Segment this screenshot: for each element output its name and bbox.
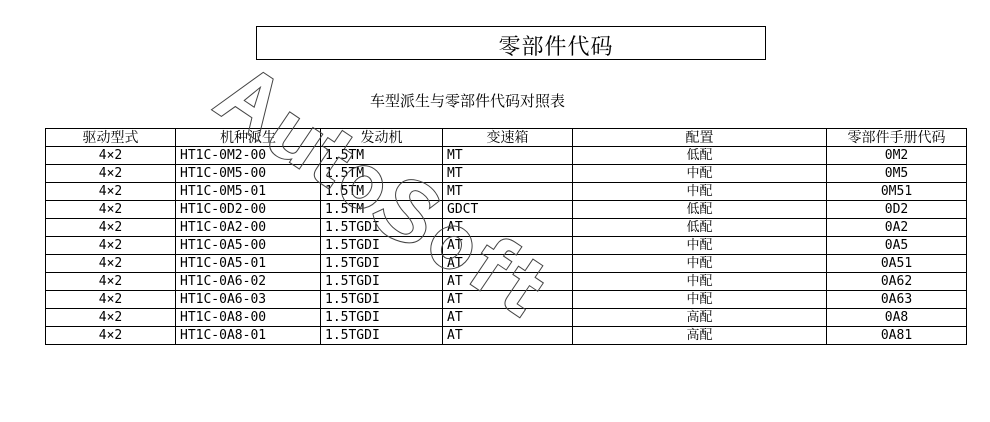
model-variant-cell: HT1C-0A8-01 [176,327,321,345]
engine-cell: 1.5TGDI [321,237,443,255]
engine-cell: 1.5TM [321,201,443,219]
configuration-cell: 中配 [573,183,827,201]
model-variant-cell: HT1C-0A6-03 [176,291,321,309]
engine-cell: 1.5TGDI [321,291,443,309]
table-subtitle: 车型派生与零部件代码对照表 [370,92,566,110]
parts-code-cell: 0D2 [827,201,967,219]
header-model-variant: 机种派生 [176,129,321,147]
engine-cell: 1.5TM [321,165,443,183]
drive-type-cell: 4×2 [46,183,176,201]
table-header-row [46,129,967,147]
transmission-cell: AT [443,273,573,291]
parts-code-cell: 0A63 [827,291,967,309]
table-row [46,255,967,273]
drive-type-cell: 4×2 [46,291,176,309]
configuration-cell: 中配 [573,273,827,291]
table-row [46,273,967,291]
parts-code-cell: 0M5 [827,165,967,183]
table-row [46,291,967,309]
engine-cell: 1.5TGDI [321,219,443,237]
table-row [46,309,967,327]
configuration-cell: 中配 [573,291,827,309]
parts-code-cell: 0M2 [827,147,967,165]
page-title: 零部件代码 [498,35,614,60]
parts-code-cell: 0A2 [827,219,967,237]
engine-cell: 1.5TGDI [321,327,443,345]
transmission-cell: AT [443,327,573,345]
parts-code-cell: 0A5 [827,237,967,255]
table-body [46,147,967,345]
header-transmission: 变速箱 [443,129,573,147]
drive-type-cell: 4×2 [46,237,176,255]
transmission-cell: GDCT [443,201,573,219]
table-row [46,183,967,201]
drive-type-cell: 4×2 [46,201,176,219]
parts-code-table [45,128,967,345]
transmission-cell: AT [443,237,573,255]
transmission-cell: MT [443,165,573,183]
parts-code-cell: 0A62 [827,273,967,291]
engine-cell: 1.5TGDI [321,273,443,291]
parts-code-cell: 0A8 [827,309,967,327]
engine-cell: 1.5TM [321,183,443,201]
configuration-cell: 中配 [573,237,827,255]
engine-cell: 1.5TGDI [321,309,443,327]
configuration-cell: 中配 [573,165,827,183]
parts-code-cell: 0A81 [827,327,967,345]
model-variant-cell: HT1C-0A5-00 [176,237,321,255]
table-row [46,147,967,165]
parts-code-cell: 0M51 [827,183,967,201]
title-box [256,26,766,60]
model-variant-cell: HT1C-0M5-00 [176,165,321,183]
configuration-cell: 低配 [573,219,827,237]
model-variant-cell: HT1C-0M2-00 [176,147,321,165]
table-row [46,237,967,255]
drive-type-cell: 4×2 [46,219,176,237]
transmission-cell: AT [443,219,573,237]
transmission-cell: MT [443,183,573,201]
table-row [46,219,967,237]
model-variant-cell: HT1C-0A8-00 [176,309,321,327]
parts-code-cell: 0A51 [827,255,967,273]
model-variant-cell: HT1C-0D2-00 [176,201,321,219]
configuration-cell: 低配 [573,201,827,219]
model-variant-cell: HT1C-0A6-02 [176,273,321,291]
model-variant-cell: HT1C-0A5-01 [176,255,321,273]
transmission-cell: MT [443,147,573,165]
header-drive-type: 驱动型式 [46,129,176,147]
drive-type-cell: 4×2 [46,327,176,345]
engine-cell: 1.5TM [321,147,443,165]
drive-type-cell: 4×2 [46,309,176,327]
configuration-cell: 中配 [573,255,827,273]
model-variant-cell: HT1C-0M5-01 [176,183,321,201]
drive-type-cell: 4×2 [46,273,176,291]
configuration-cell: 低配 [573,147,827,165]
table-row [46,201,967,219]
configuration-cell: 高配 [573,309,827,327]
engine-cell: 1.5TGDI [321,255,443,273]
drive-type-cell: 4×2 [46,255,176,273]
transmission-cell: AT [443,291,573,309]
drive-type-cell: 4×2 [46,147,176,165]
drive-type-cell: 4×2 [46,165,176,183]
header-configuration: 配置 [573,129,827,147]
table-row [46,327,967,345]
table-row [46,165,967,183]
transmission-cell: AT [443,255,573,273]
model-variant-cell: HT1C-0A2-00 [176,219,321,237]
header-engine: 发动机 [321,129,443,147]
header-parts-manual-code: 零部件手册代码 [827,129,967,147]
transmission-cell: AT [443,309,573,327]
configuration-cell: 高配 [573,327,827,345]
